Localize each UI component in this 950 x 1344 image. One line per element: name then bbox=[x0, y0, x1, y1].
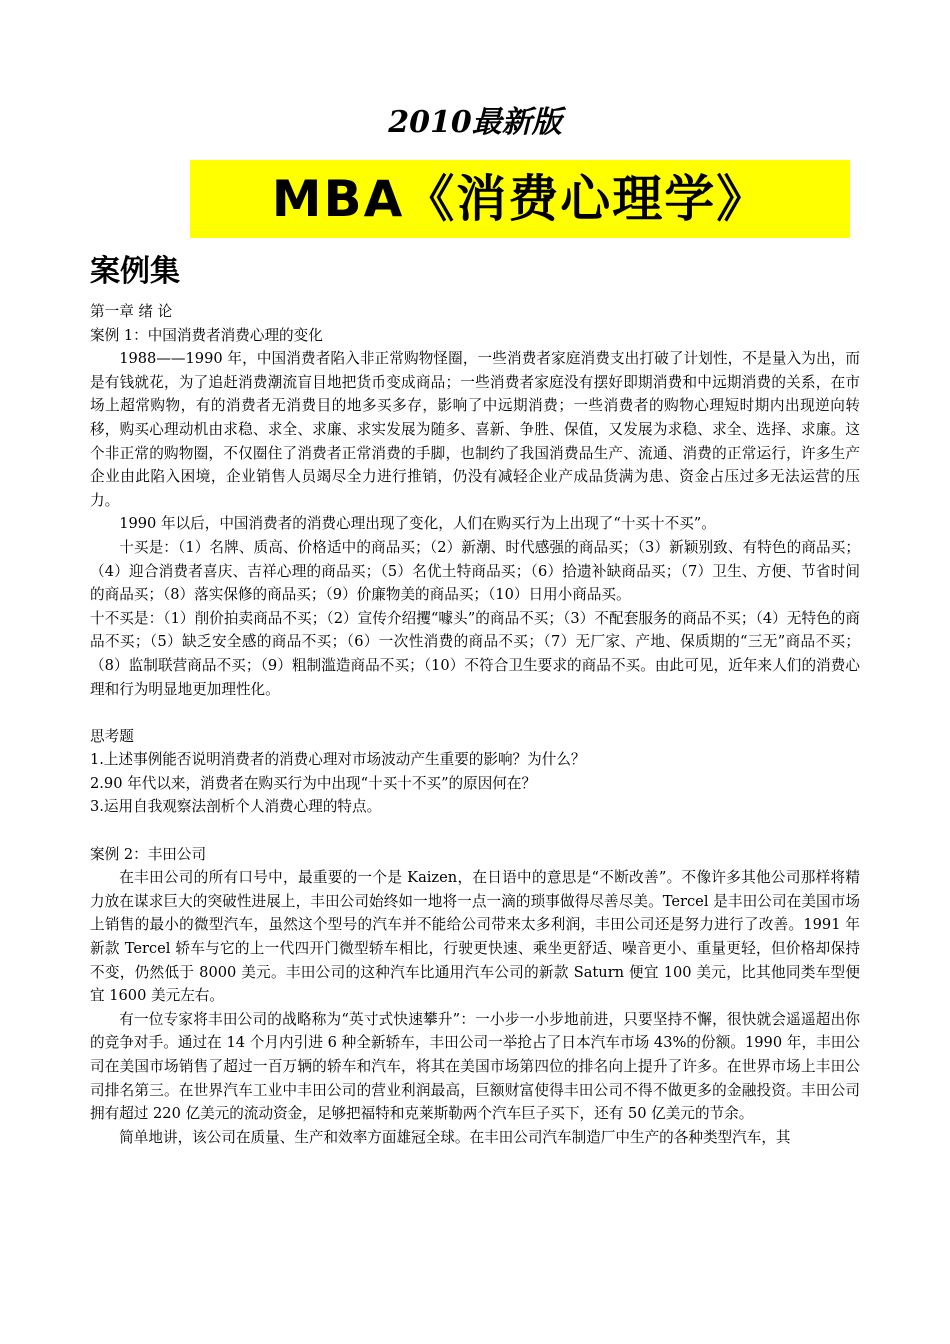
case1-paragraph-2: 1990 年以后，中国消费者的消费心理出现了变化，人们在购买行为上出现了“十买十不买”。 bbox=[119, 515, 716, 533]
case2-paragraph-3: 简单地讲，该公司在质量、生产和效率方面雄冠全球。在丰田公司汽车制造厂中生产的各种类型汽车，其 bbox=[119, 1128, 791, 1146]
title-highlight bbox=[190, 160, 850, 238]
document-body bbox=[90, 300, 860, 1149]
case2-paragraph-2: 有一位专家将丰田公司的战略称为“英寸式快速攀升”：一小步一小步地前进，只要坚持不懈，很快就会遥遥超出你的竞争对手。通过在 14 个月内引进 6 种全新轿车，丰田公司一举抢占了日本汽车市场 43%的份额。1990 年，丰田公司在美国市场销售了超过一百万辆的轿车和汽车，将其在美国市场第四位的排名向上提升了许多。在世界市场上丰田公司排名第三。在世界汽车工业中丰田公司的营业利润最高，巨额财富使得丰田公司不得不做更多的金融投资。丰田公司拥有超过 220 亿美元的流动资金，足够把福特和克莱斯勒两个汽车巨子买下，还有 50 亿美元的节余。 bbox=[90, 1010, 860, 1123]
case1-paragraph-1: 1988——1990 年，中国消费者陷入非正常购物怪圈，一些消费者家庭消费支出打破了计划性，不是量入为出，而是有钱就花，为了追赶消费潮流盲目地把货币变成商品；一些消费者家庭没有摆好即期消费和中远期消费的关系，在市场上超常购物，有的消费者无消费目的地多买多存，影响了中远期消费；一些消费者的购物心理短时期内出现逆向转移，购买心理动机由求稳、求全、求廉、求实发展为随多、喜新、争胜、保值，又发展为求稳、求全、选择、求廉。这个非正常的购物圈，不仅圈住了消费者正常消费的手脚，也制约了我国消费品生产、流通、消费的正常运行，许多生产企业由此陷入困境，企业销售人员竭尽全力进行推销，仍没有减轻企业产成品货满为患、资金占压过多无法运营的压力。 bbox=[90, 350, 860, 509]
spacer bbox=[90, 701, 860, 725]
document-title: MBA《消费心理学》 bbox=[271, 170, 769, 228]
document-subtitle: 案例集 bbox=[90, 254, 180, 289]
edition-label: 2010最新版 bbox=[388, 105, 562, 140]
case2-heading: 案例 2：丰田公司 bbox=[90, 845, 207, 863]
questions-heading: 思考题 bbox=[90, 727, 134, 745]
chapter-heading: 第一章 绪 论 bbox=[90, 303, 173, 320]
case1-heading: 案例 1：中国消费者消费心理的变化 bbox=[90, 326, 323, 344]
question-item: 1.上述事例能否说明消费者的消费心理对市场波动产生重要的影响？为什么？ bbox=[90, 751, 586, 769]
case1-paragraph-3: 十买是：（1）名牌、质高、价格适中的商品买；（2）新潮、时代感强的商品买；（3）新颖别致、有特色的商品买；（4）迎合消费者喜庆、吉祥心理的商品买；（5）名优土特商品买；（6）拾遗补缺商品买；（7）卫生、方便、节省时间的商品买；（8）落实保修的商品买；（9）价廉物美的商品买；（10）日用小商品买。 bbox=[90, 538, 860, 604]
question-item: 2.90 年代以来，消费者在购买行为中出现“十买十不买”的原因何在？ bbox=[90, 774, 537, 792]
case1-paragraph-4: 十不买是：（1）削价拍卖商品不买；（2）宣传介绍攫“噱头”的商品不买；（3）不配套服务的商品不买；（4）无特色的商品不买；（5）缺乏安全感的商品不买；（6）一次性消费的商品不买；（7）无厂家、产地、保质期的“三无”商品不买；（8）监制联营商品不买；（9）粗制滥造商品不买；（10）不符合卫生要求的商品不买。由此可见，近年来人们的消费心理和行为明显地更加理性化。 bbox=[90, 609, 860, 698]
question-item: 3.运用自我观察法剖析个人消费心理的特点。 bbox=[90, 798, 382, 816]
spacer bbox=[90, 819, 860, 843]
case2-paragraph-1: 在丰田公司的所有口号中，最重要的一个是 Kaizen，在日语中的意思是“不断改善”。不像许多其他公司那样将精力放在谋求巨大的突破性进展上，丰田公司始终如一地将一点一滴的琐事做得尽善尽美。Tercel 是丰田公司在美国市场上销售的最小的微型汽车，虽然这个型号的汽车并不能给公司带来太多利润，丰田公司还是努力进行了改善。1991 年新款 Tercel 轿车与它的上一代四开门微型轿车相比，行驶更快速、乘坐更舒适、噪音更小、重量更轻，但价格却保持不变，仍然低于 8000 美元。丰田公司的这种汽车比通用汽车公司的新款 Saturn 便宜 100 美元，比其他同类车型便宜 1600 美元左右。 bbox=[90, 869, 860, 1005]
